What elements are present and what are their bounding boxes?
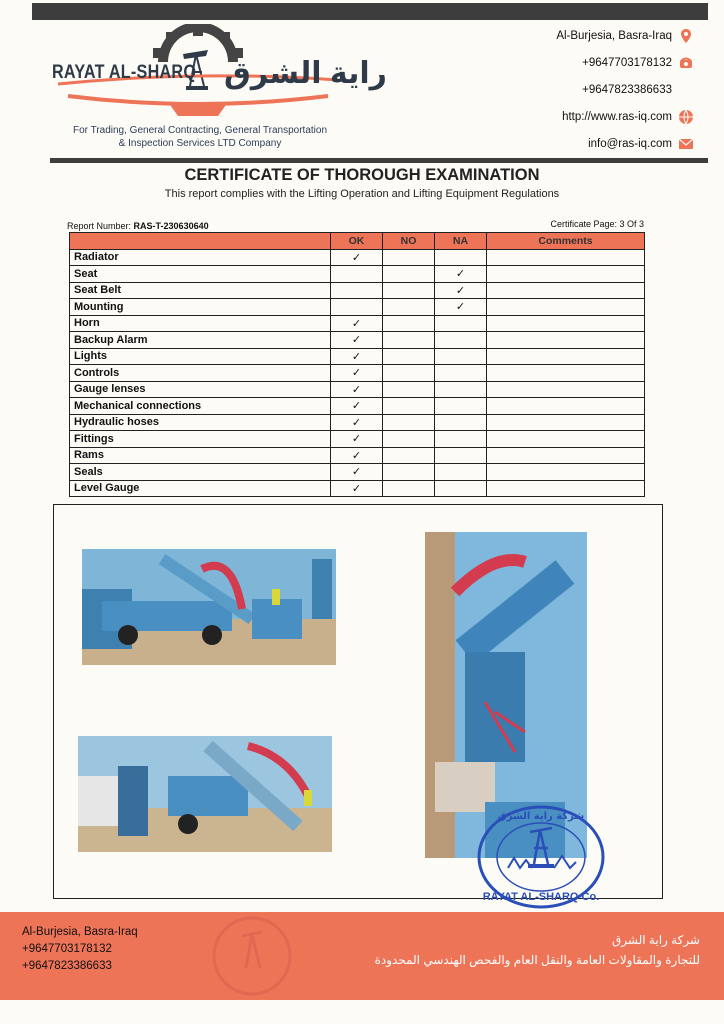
certificate-title: CERTIFICATE OF THOROUGH EXAMINATION	[184, 166, 540, 184]
contact-email-text: info@ras-iq.com	[588, 137, 672, 150]
cell-comments	[487, 365, 645, 382]
table-row	[70, 414, 645, 431]
cell-item: Seals	[70, 464, 331, 481]
cell-na	[435, 348, 487, 365]
contact-address	[556, 22, 694, 49]
cell-comments	[487, 299, 645, 316]
cell-na: ✓	[435, 282, 487, 299]
cell-comments	[487, 431, 645, 448]
cell-no	[383, 480, 435, 497]
cell-item: Level Gauge	[70, 480, 331, 497]
contact-phone-1	[556, 49, 694, 76]
cell-ok: ✓	[331, 464, 383, 481]
header-ok: OK	[331, 233, 383, 250]
stamp-text-en: RAYAT AL-SHARQ Co.	[482, 891, 600, 903]
footer-arabic-line-1: شركة راية الشرق	[611, 933, 700, 947]
cell-no	[383, 381, 435, 398]
contact-website-text: http://www.ras-iq.com	[562, 110, 672, 123]
cell-comments	[487, 398, 645, 415]
cell-item: Seat	[70, 266, 331, 283]
cell-no	[383, 332, 435, 349]
footer-arabic-line-2: للتجارة والمقاولات العامة والنقل العام والفحص الهندسي المحدودة	[374, 953, 700, 967]
cell-comments	[487, 447, 645, 464]
cell-item: Controls	[70, 365, 331, 382]
cell-comments	[487, 282, 645, 299]
cell-comments	[487, 348, 645, 365]
mail-icon	[678, 136, 694, 152]
cell-ok	[331, 266, 383, 283]
table-row	[70, 381, 645, 398]
table-row	[70, 348, 645, 365]
cell-no	[383, 315, 435, 332]
footer-address: Al-Burjesia, Basra-Iraq	[22, 926, 138, 938]
report-number-value: RAS-T-230630640	[133, 221, 209, 231]
cell-no	[383, 348, 435, 365]
table-row	[70, 464, 645, 481]
stamp-text-ar: شركة راية الشرق	[497, 811, 585, 822]
cell-item: Mounting	[70, 299, 331, 316]
company-tagline	[50, 124, 350, 150]
footer-watermark-logo	[172, 912, 332, 1000]
contact-address-text: Al-Burjesia, Basra-Iraq	[556, 29, 672, 42]
globe-icon	[678, 109, 694, 125]
cell-no	[383, 266, 435, 283]
photo-boom-lift-1	[82, 549, 336, 665]
photo-boom-lift-2	[78, 736, 332, 852]
footer-phone-2: +9647823386633	[22, 960, 112, 972]
phone-icon	[678, 55, 694, 71]
contact-block	[556, 22, 694, 157]
cell-no	[383, 414, 435, 431]
logo-text-en: RAYAT AL-SHARQ	[52, 62, 197, 83]
cell-na	[435, 365, 487, 382]
cell-ok: ✓	[331, 365, 383, 382]
cell-comments	[487, 332, 645, 349]
logo-text-ar: راية الشرق	[224, 57, 387, 90]
cell-na	[435, 332, 487, 349]
report-number	[67, 221, 209, 231]
top-bar	[32, 3, 708, 20]
tagline-line-2: & Inspection Services LTD Company	[118, 138, 282, 149]
footer-arabic	[375, 930, 700, 970]
contact-phone-2	[556, 76, 694, 103]
cell-no	[383, 249, 435, 266]
cell-item: Radiator	[70, 249, 331, 266]
cell-item: Rams	[70, 447, 331, 464]
cell-ok: ✓	[331, 480, 383, 497]
table-row	[70, 299, 645, 316]
cell-ok: ✓	[331, 249, 383, 266]
cell-no	[383, 365, 435, 382]
cell-na	[435, 249, 487, 266]
certificate-page: Certificate Page: 3 Of 3	[550, 219, 644, 229]
table-row	[70, 447, 645, 464]
table-row	[70, 249, 645, 266]
tagline-line-1: For Trading, General Contracting, General Transportation	[72, 125, 328, 136]
cell-no	[383, 398, 435, 415]
cell-no	[383, 447, 435, 464]
cell-na	[435, 414, 487, 431]
contact-website	[556, 103, 694, 130]
inspection-checklist-table	[69, 232, 645, 497]
cell-ok: ✓	[331, 315, 383, 332]
table-row	[70, 332, 645, 349]
cell-item: Seat Belt	[70, 282, 331, 299]
table-row	[70, 266, 645, 283]
cell-item: Mechanical connections	[70, 398, 331, 415]
table-row	[70, 282, 645, 299]
cell-na	[435, 447, 487, 464]
table-header-row	[70, 233, 645, 250]
header-divider	[50, 158, 708, 163]
cell-ok: ✓	[331, 348, 383, 365]
cell-na	[435, 398, 487, 415]
cell-comments	[487, 266, 645, 283]
cell-comments	[487, 315, 645, 332]
cell-na: ✓	[435, 299, 487, 316]
cell-na	[435, 464, 487, 481]
cell-comments	[487, 381, 645, 398]
contact-phone-1-text: +9647703178132	[582, 56, 672, 69]
cell-ok: ✓	[331, 332, 383, 349]
cell-ok: ✓	[331, 414, 383, 431]
table-row	[70, 315, 645, 332]
header-no: NO	[383, 233, 435, 250]
cell-comments	[487, 249, 645, 266]
table-row	[70, 365, 645, 382]
report-number-label: Report Number:	[67, 221, 132, 231]
cell-no	[383, 464, 435, 481]
cell-ok	[331, 282, 383, 299]
contact-phone-2-text: +9647823386633	[582, 83, 672, 96]
header-item	[70, 233, 331, 250]
table-row	[70, 398, 645, 415]
contact-email	[556, 130, 694, 157]
cell-ok: ✓	[331, 381, 383, 398]
cell-ok: ✓	[331, 431, 383, 448]
cell-ok	[331, 299, 383, 316]
cell-item: Fittings	[70, 431, 331, 448]
cell-item: Gauge lenses	[70, 381, 331, 398]
cell-na	[435, 315, 487, 332]
cell-ok: ✓	[331, 447, 383, 464]
table-row	[70, 431, 645, 448]
cell-item: Backup Alarm	[70, 332, 331, 349]
cell-item: Lights	[70, 348, 331, 365]
cell-comments	[487, 464, 645, 481]
cell-no	[383, 282, 435, 299]
company-stamp	[474, 802, 608, 912]
footer-phone-1: +9647703178132	[22, 943, 112, 955]
header-comments: Comments	[487, 233, 645, 250]
cell-na	[435, 381, 487, 398]
cell-comments	[487, 414, 645, 431]
cell-no	[383, 431, 435, 448]
certificate-subtitle: This report complies with the Lifting Operation and Lifting Equipment Regulations	[164, 188, 560, 200]
cell-item: Hydraulic hoses	[70, 414, 331, 431]
cell-na	[435, 431, 487, 448]
cell-ok: ✓	[331, 398, 383, 415]
table-row	[70, 480, 645, 497]
header-na: NA	[435, 233, 487, 250]
cell-comments	[487, 480, 645, 497]
cell-na	[435, 480, 487, 497]
footer-contact	[22, 924, 138, 975]
cell-no	[383, 299, 435, 316]
cell-item: Horn	[70, 315, 331, 332]
cell-na: ✓	[435, 266, 487, 283]
location-icon	[678, 28, 694, 44]
